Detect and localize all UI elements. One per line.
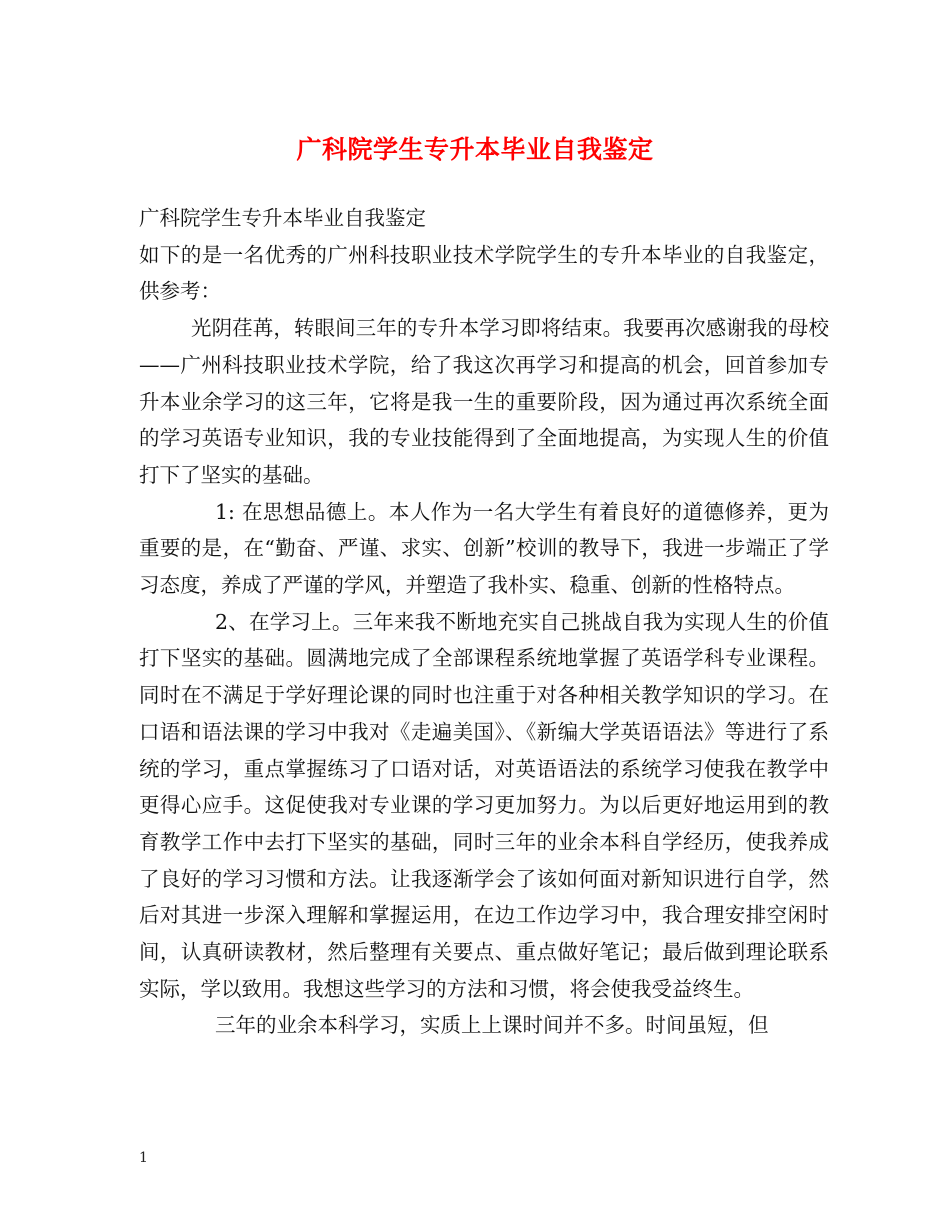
document-title: 广科院学生专升本毕业自我鉴定: [296, 135, 654, 164]
intro-paragraph: 如下的是一名优秀的广州科技职业技术学院学生的专升本毕业的自我鉴定，供参考：: [139, 242, 829, 304]
body-paragraph-4: 三年的业余本科学习，实质上上课时间并不多。时间虽短，但: [215, 1013, 769, 1038]
body-paragraph-1: 光阴荏苒，转眼间三年的专升本学习即将结束。我要再次感谢我的母校——广州科技职业技术学院，给了我这次再学习和提高的机会，回首参加专升本业余学习的这三年，它将是我一生的重要阶段，因为通过再次系统全面的学习英语专业知识，我的专业技能得到了全面地提高，为实现人生的价值打下了坚实的基础。: [139, 316, 829, 487]
page-number: 1: [139, 1150, 148, 1166]
body-paragraph-2: 1: 在思想品德上。本人作为一名大学生有着良好的道德修养，更为重要的是，在“勤奋、严谨、求实、创新”校训的教导下，我进一步端正了学习态度，养成了严谨的学风，并塑造了我朴实、稳重、创新的性格特点。: [139, 499, 829, 598]
body-paragraph-3: 2、在学习上。三年来我不断地充实自己挑战自我为实现人生的价值打下坚实的基础。圆满地完成了全部课程系统地掌握了英语学科专业课程。同时在不满足于学好理论课的同时也注重于对各种相关教学知识的学习。在口语和语法课的学习中我对《走遍美国》、《新编大学英语语法》等进行了系统的学习，重点掌握练习了口语对话，对英语语法的系统学习使我在教学中更得心应手。这促使我对专业课的学习更加努力。为以后更好地运用到的教育教学工作中去打下坚实的基础，同时三年的业余本科自学经历，使我养成了良好的学习习惯和方法。让我逐渐学会了该如何面对新知识进行自学，然后对其进一步深入理解和掌握运用，在边工作边学习中，我合理安排空闲时间，认真研读教材，然后整理有关要点、重点做好笔记；最后做到理论联系实际，学以致用。我想这些学习的方法和习惯，将会使我受益终生。: [139, 609, 829, 1001]
document-subtitle: 广科院学生专升本毕业自我鉴定: [139, 206, 426, 230]
document-body: [139, 200, 829, 1044]
